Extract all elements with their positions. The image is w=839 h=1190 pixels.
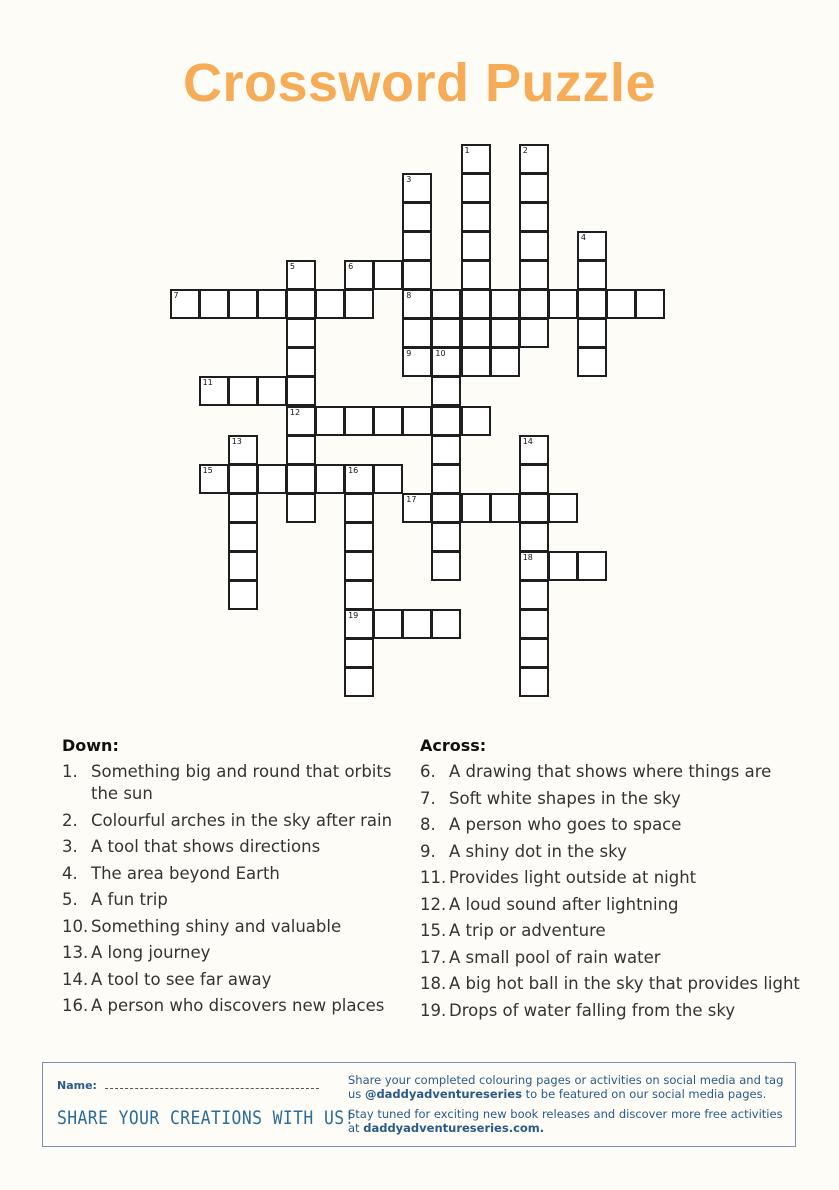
- crossword-cell[interactable]: [461, 231, 491, 261]
- crossword-cell[interactable]: [402, 493, 432, 523]
- crossword-cell[interactable]: [461, 144, 491, 174]
- clue-text: Something shiny and valuable: [91, 916, 342, 936]
- clue-number: 18: [522, 553, 533, 562]
- down-clue-list: [62, 761, 412, 1017]
- crossword-cell[interactable]: [228, 551, 258, 581]
- clue-number: 19: [348, 611, 359, 621]
- crossword-cell[interactable]: [344, 260, 374, 290]
- crossword-cell[interactable]: [431, 376, 461, 406]
- clue-number: 16: [348, 465, 359, 475]
- social-handle[interactable]: @daddyadventureseries: [364, 1087, 522, 1101]
- share-text: Share your completed colouring pages or activities on social media and tag us @daddyadventureseries to be featured on our social media pages.: [348, 1073, 784, 1101]
- crossword-cell[interactable]: [373, 464, 403, 494]
- across-heading: Across:: [420, 736, 487, 755]
- crossword-cell[interactable]: [199, 289, 229, 319]
- crossword-cell[interactable]: [461, 173, 491, 203]
- crossword-cell[interactable]: [548, 551, 578, 581]
- clue-number: 3: [406, 174, 412, 184]
- clue-text: A person who goes to space: [449, 815, 682, 834]
- crossword-cell[interactable]: [431, 464, 461, 494]
- clue-number: 9: [406, 349, 412, 359]
- website-link[interactable]: daddyadventureseries.com.: [363, 1121, 545, 1135]
- crossword-cell[interactable]: [461, 347, 491, 377]
- clue-number: 5: [289, 262, 295, 271]
- across-clue: [420, 788, 800, 810]
- clue-num: 5.: [62, 890, 78, 909]
- name-line[interactable]: [105, 1079, 319, 1089]
- clue-num: 19.: [420, 1000, 447, 1020]
- crossword-cell[interactable]: [490, 318, 520, 348]
- across-clue: [420, 761, 800, 783]
- crossword-cell[interactable]: [431, 347, 461, 377]
- crossword-cell[interactable]: [490, 493, 520, 523]
- across-clue: [420, 947, 800, 969]
- crossword-cell[interactable]: [286, 318, 316, 348]
- crossword-cell[interactable]: [577, 347, 607, 377]
- crossword-cell[interactable]: [286, 347, 316, 377]
- clue-num: 7.: [420, 788, 436, 808]
- down-clue: [62, 836, 412, 858]
- stay-tuned-text: Stay tuned for exciting new book releases and discover more free activities at daddyadventureseries.com.: [348, 1107, 783, 1135]
- crossword-cell[interactable]: [344, 667, 374, 697]
- clue-num: 12.: [420, 894, 447, 914]
- clue-text: A big hot ball in the sky that provides light: [449, 974, 800, 993]
- down-clue: [62, 942, 412, 964]
- crossword-cell[interactable]: [344, 522, 374, 552]
- crossword-cell[interactable]: [228, 464, 258, 494]
- crossword-cell[interactable]: [519, 260, 549, 290]
- crossword-cell[interactable]: [577, 318, 607, 348]
- clue-text: A small pool of rain water: [449, 947, 661, 967]
- down-clue: [62, 916, 412, 938]
- across-clue: [420, 894, 800, 916]
- clue-text: A fun trip: [91, 890, 168, 909]
- crossword-cell[interactable]: [199, 376, 229, 406]
- crossword-cell[interactable]: [344, 493, 374, 523]
- clue-text: A person who discovers new places: [91, 996, 385, 1015]
- crossword-cell[interactable]: [461, 260, 491, 290]
- clue-num: 16.: [62, 996, 89, 1015]
- crossword-cell[interactable]: [344, 406, 374, 436]
- crossword-cell[interactable]: [490, 347, 520, 377]
- down-clue: [62, 863, 412, 885]
- clue-number: 15: [202, 465, 213, 475]
- clue-text: A tool to see far away: [91, 969, 272, 989]
- crossword-cell[interactable]: [577, 260, 607, 290]
- crossword-cell[interactable]: [519, 464, 549, 494]
- clue-num: 3.: [62, 837, 78, 856]
- across-clue: [420, 867, 800, 889]
- crossword-cell[interactable]: [170, 289, 200, 319]
- crossword-cell[interactable]: [402, 289, 432, 319]
- crossword-cell[interactable]: [519, 435, 549, 465]
- across-clue: [420, 1000, 800, 1022]
- crossword-cell[interactable]: [490, 289, 520, 319]
- crossword-cell[interactable]: [344, 638, 374, 668]
- crossword-cell[interactable]: [286, 493, 316, 523]
- crossword-cell[interactable]: [402, 260, 432, 290]
- clue-text: Colourful arches in the sky after rain: [91, 810, 393, 830]
- clue-num: 14.: [62, 969, 89, 989]
- crossword-cell[interactable]: [286, 260, 316, 290]
- crossword-cell[interactable]: [373, 609, 403, 639]
- crossword-cell[interactable]: [548, 493, 578, 523]
- clue-text: Soft white shapes in the sky: [449, 788, 681, 808]
- clue-number: 1: [464, 145, 470, 155]
- crossword-cell[interactable]: [519, 173, 549, 203]
- crossword-cell[interactable]: [315, 464, 345, 494]
- crossword-cell[interactable]: [315, 289, 345, 319]
- crossword-cell[interactable]: [402, 347, 432, 377]
- clue-text: A tool that shows directions: [91, 837, 321, 856]
- crossword-cell[interactable]: [228, 522, 258, 552]
- clue-text: Something big and round that orbits the sun: [91, 762, 392, 803]
- name-label: Name:: [57, 1079, 97, 1092]
- crossword-cell[interactable]: [577, 551, 607, 581]
- clue-num: 8.: [420, 815, 436, 834]
- crossword-cell[interactable]: [461, 406, 491, 436]
- clue-num: 17.: [420, 947, 447, 967]
- crossword-cell[interactable]: [519, 318, 549, 348]
- crossword-cell[interactable]: [315, 406, 345, 436]
- clue-text: Provides light outside at night: [449, 868, 697, 887]
- crossword-cell[interactable]: [519, 231, 549, 261]
- clue-num: 2.: [62, 810, 78, 830]
- crossword-cell[interactable]: [461, 202, 491, 232]
- name-row: [57, 1079, 319, 1092]
- crossword-cell[interactable]: [344, 464, 374, 494]
- crossword-cell[interactable]: [257, 464, 287, 494]
- crossword-cell[interactable]: [431, 435, 461, 465]
- clue-num: 18.: [420, 974, 447, 993]
- across-clues: [420, 736, 800, 1026]
- crossword-cell[interactable]: [519, 493, 549, 523]
- crossword-cell[interactable]: [461, 289, 491, 319]
- clue-number: 2: [522, 145, 528, 155]
- crossword-cell[interactable]: [402, 202, 432, 232]
- crossword-cell[interactable]: [402, 406, 432, 436]
- crossword-cell[interactable]: [519, 551, 549, 581]
- crossword-cell[interactable]: [228, 376, 258, 406]
- crossword-cell[interactable]: [519, 289, 549, 319]
- across-clue-list: [420, 761, 800, 1022]
- footer-box: [42, 1062, 796, 1147]
- down-clue: [62, 761, 412, 805]
- crossword-cell[interactable]: [344, 609, 374, 639]
- crossword-cell[interactable]: [257, 376, 287, 406]
- crossword-cell[interactable]: [257, 289, 287, 319]
- crossword-cell[interactable]: [199, 464, 229, 494]
- crossword-cell[interactable]: [577, 289, 607, 319]
- crossword-cell[interactable]: [286, 464, 316, 494]
- clue-num: 9.: [420, 841, 436, 861]
- share-title: SHARE YOUR CREATIONS WITH US!: [57, 1107, 355, 1129]
- crossword-cell[interactable]: [548, 289, 578, 319]
- crossword-cell[interactable]: [344, 289, 374, 319]
- across-clue: [420, 841, 800, 863]
- down-clues: [62, 736, 412, 1022]
- across-clue: [420, 920, 800, 942]
- clue-text: Drops of water falling from the sky: [449, 1000, 736, 1020]
- crossword-cell[interactable]: [519, 667, 549, 697]
- clue-text: A trip or adventure: [449, 921, 606, 940]
- crossword-cell[interactable]: [344, 551, 374, 581]
- down-clue: [62, 969, 412, 991]
- crossword-cell[interactable]: [431, 551, 461, 581]
- clue-text: The area beyond Earth: [91, 863, 280, 883]
- crossword-cell[interactable]: [519, 638, 549, 668]
- crossword-cell[interactable]: [606, 289, 636, 319]
- crossword-cell[interactable]: [635, 289, 665, 319]
- footer-info: [348, 1073, 788, 1141]
- crossword-cell[interactable]: [577, 231, 607, 261]
- crossword-cell[interactable]: [286, 289, 316, 319]
- clue-number: 8: [406, 291, 412, 301]
- clue-num: 10.: [62, 916, 89, 936]
- down-clue: [62, 810, 412, 832]
- down-heading: Down:: [62, 736, 119, 755]
- crossword-cell[interactable]: [519, 580, 549, 610]
- crossword-cell[interactable]: [519, 522, 549, 552]
- clue-num: 6.: [420, 762, 436, 781]
- crossword-cell[interactable]: [402, 231, 432, 261]
- clue-num: 11.: [420, 868, 447, 887]
- clue-num: 4.: [62, 863, 78, 883]
- crossword-cell[interactable]: [431, 609, 461, 639]
- crossword-cell[interactable]: [228, 289, 258, 319]
- crossword-cell[interactable]: [431, 406, 461, 436]
- across-clue: [420, 973, 800, 995]
- clue-num: 13.: [62, 943, 89, 962]
- crossword-cell[interactable]: [519, 202, 549, 232]
- crossword-cell[interactable]: [286, 435, 316, 465]
- clue-number: 12: [289, 407, 301, 417]
- clue-text: A loud sound after lightning: [449, 894, 679, 914]
- clue-number: 4: [580, 232, 586, 242]
- crossword-cell[interactable]: [228, 493, 258, 523]
- page-title: Crossword Puzzle: [182, 53, 657, 113]
- down-clue: [62, 995, 412, 1017]
- crossword-cell[interactable]: [461, 318, 491, 348]
- clue-text: A drawing that shows where things are: [449, 762, 772, 781]
- crossword-cell[interactable]: [461, 493, 491, 523]
- crossword-cell[interactable]: [286, 376, 316, 406]
- clue-number: 14: [522, 436, 533, 446]
- across-clue: [420, 814, 800, 836]
- clue-text: A long journey: [91, 943, 211, 962]
- crossword-cell[interactable]: [431, 493, 461, 523]
- crossword-cell[interactable]: [286, 406, 316, 436]
- clue-number: 17: [406, 494, 417, 504]
- crossword-cell[interactable]: [402, 609, 432, 639]
- clue-number: 11: [202, 378, 213, 388]
- crossword-cell[interactable]: [402, 173, 432, 203]
- clue-number: 6: [348, 262, 354, 271]
- down-clue: [62, 889, 412, 911]
- crossword-cell[interactable]: [228, 580, 258, 610]
- clue-text: A shiny dot in the sky: [449, 841, 627, 861]
- crossword-cell[interactable]: [431, 289, 461, 319]
- clue-number: 10: [435, 349, 446, 359]
- clue-num: 15.: [420, 921, 447, 940]
- crossword-cell[interactable]: [373, 260, 403, 290]
- clue-number: 7: [173, 291, 179, 301]
- crossword-cell[interactable]: [402, 318, 432, 348]
- clue-num: 1.: [62, 762, 78, 781]
- crossword-cell[interactable]: [228, 435, 258, 465]
- crossword-cell[interactable]: [431, 318, 461, 348]
- crossword-cell[interactable]: [519, 144, 549, 174]
- crossword-cell[interactable]: [431, 522, 461, 552]
- crossword-cell[interactable]: [373, 406, 403, 436]
- clue-number: 13: [231, 436, 242, 446]
- crossword-cell[interactable]: [344, 580, 374, 610]
- crossword-cell[interactable]: [519, 609, 549, 639]
